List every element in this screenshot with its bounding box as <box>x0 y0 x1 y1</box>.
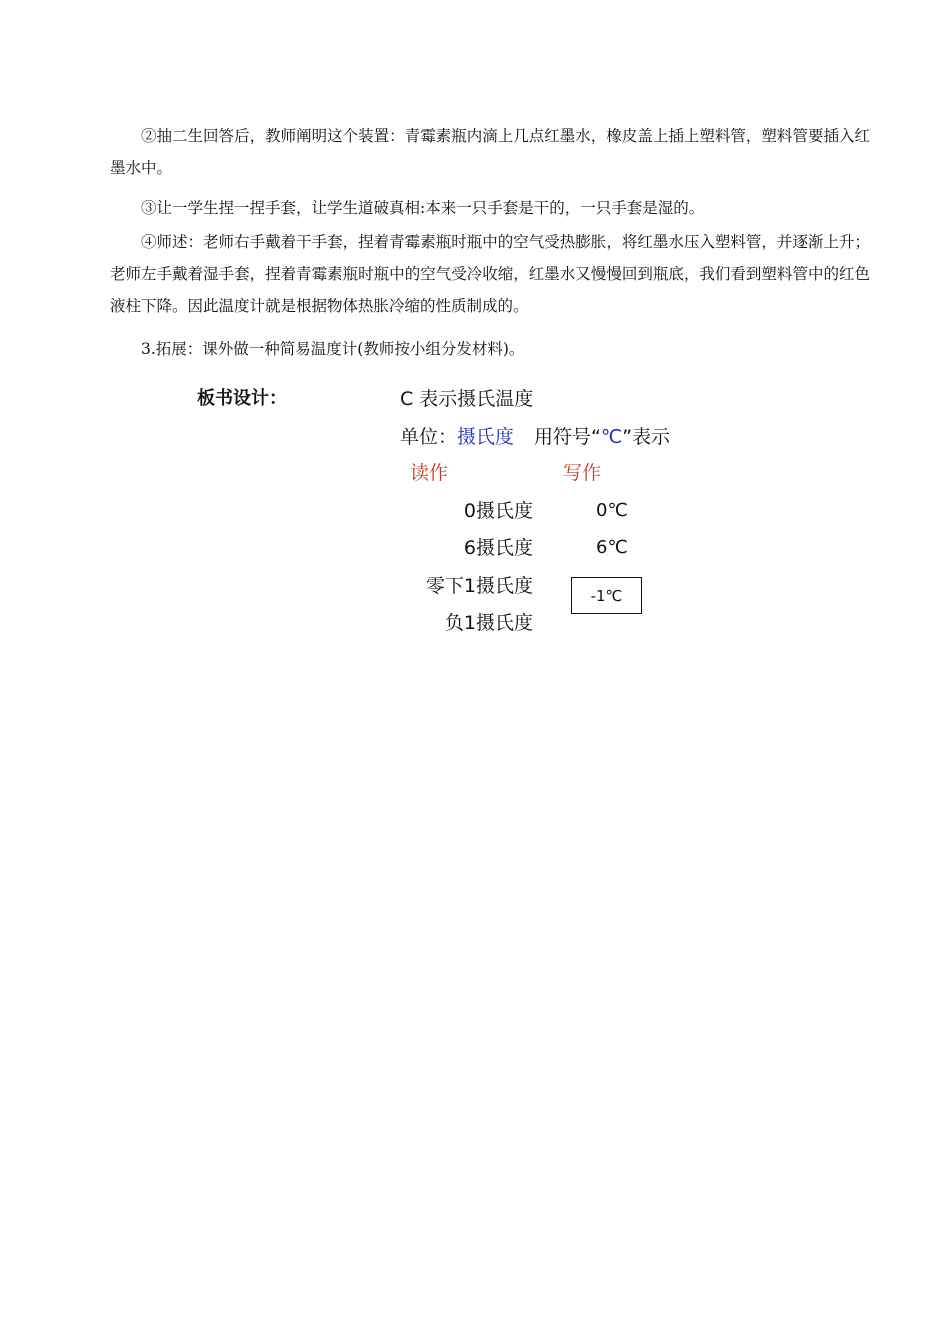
paragraph-step-4: ④师述：老师右手戴着干手套，捏着青霉素瓶时瓶中的空气受热膨胀，将红墨水压入塑料管，并逐渐上升；老师左手戴着湿手套，捏着青霉素瓶时瓶中的空气受冷收缩，红墨水又慢慢回到瓶底，我们看到塑料管中的红色液柱下降。因此温度计就是根据物体热胀冷缩的性质制成的。 <box>110 233 870 315</box>
paragraph-extension: 3.拓展：课外做一种简易温度计(教师按小组分发材料)。 <box>141 340 525 358</box>
paragraph-step-2: ②抽二生回答后，教师阐明这个装置：青霉素瓶内滴上几点红墨水，橡皮盖上插上塑料管，塑料管要插入红墨水中。 <box>110 127 870 177</box>
write-row-6: 6℃ <box>596 537 628 558</box>
paragraph-step-3: ③让一学生捏一捏手套，让学生道破真相:本来一只手套是干的，一只手套是湿的。 <box>141 199 705 217</box>
read-row-0: 0摄氏度 <box>463 500 533 522</box>
symbol-suffix: ”表示 <box>622 426 671 448</box>
write-as-label: 写作 <box>563 462 602 484</box>
read-row-6: 6摄氏度 <box>463 537 533 559</box>
board-design-title: 板书设计： <box>197 388 287 409</box>
write-row-negative-1: -1℃ <box>590 586 623 605</box>
unit-name: 摄氏度 <box>457 426 515 448</box>
read-row-negative-1: 负1摄氏度 <box>444 612 533 634</box>
unit-prefix: 单位： <box>400 426 458 448</box>
negative-one-celsius-box <box>571 577 642 614</box>
write-row-0: 0℃ <box>596 500 628 521</box>
board-line-unit <box>400 425 670 449</box>
read-row-below-zero-1: 零下1摄氏度 <box>425 575 533 597</box>
board-line-celsius: C 表示摄氏温度 <box>400 388 534 410</box>
read-as-label: 读作 <box>410 462 449 484</box>
symbol-celsius: ℃ <box>600 426 623 448</box>
symbol-prefix: 用符号“ <box>534 426 601 448</box>
